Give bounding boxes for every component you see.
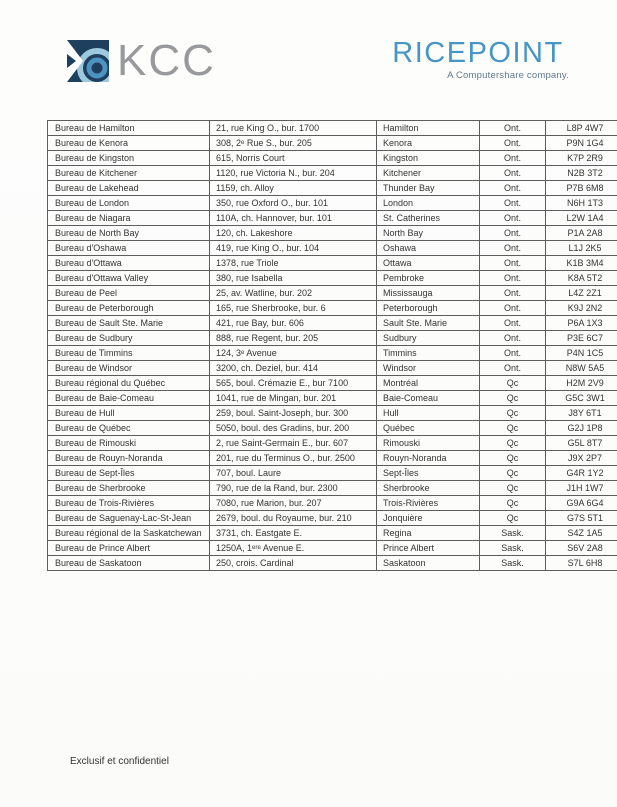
table-cell-province: Ont. <box>480 331 546 346</box>
table-cell-city: Sudbury <box>377 331 480 346</box>
table-cell-bureau: Bureau d'Ottawa Valley <box>48 271 210 286</box>
ricepoint-logo <box>383 38 573 81</box>
table-cell-province: Qc <box>480 466 546 481</box>
table-cell-postal_code: L1J 2K5 <box>546 241 617 256</box>
table-cell-city: Sherbrooke <box>377 481 480 496</box>
table-row <box>48 226 617 241</box>
table-cell-bureau: Bureau de Sherbrooke <box>48 481 210 496</box>
table-row <box>48 496 617 511</box>
table-cell-address: 419, rue King O., bur. 104 <box>210 241 377 256</box>
table-cell-address: 2, rue Saint-Germain E., bur. 607 <box>210 436 377 451</box>
table-cell-bureau: Bureau d'Oshawa <box>48 241 210 256</box>
ricepoint-tagline: A Computershare company. <box>447 70 569 81</box>
table-cell-postal_code: S7L 6H8 <box>546 556 617 571</box>
table-row <box>48 316 617 331</box>
table-cell-postal_code: P4N 1C5 <box>546 346 617 361</box>
table-cell-city: Rouyn-Noranda <box>377 451 480 466</box>
table-row <box>48 271 617 286</box>
table-cell-address: 1041, rue de Mingan, bur. 201 <box>210 391 377 406</box>
table-cell-postal_code: G5C 3W1 <box>546 391 617 406</box>
table-cell-province: Qc <box>480 451 546 466</box>
table-cell-bureau: Bureau de Lakehead <box>48 181 210 196</box>
table-cell-bureau: Bureau de Saskatoon <box>48 556 210 571</box>
table-cell-postal_code: L4Z 2Z1 <box>546 286 617 301</box>
table-cell-city: Hull <box>377 406 480 421</box>
table-cell-city: Timmins <box>377 346 480 361</box>
table-cell-address: 421, rue Bay, bur. 606 <box>210 316 377 331</box>
table-cell-address: 21, rue King O., bur. 1700 <box>210 121 377 136</box>
table-cell-city: Sept-Îles <box>377 466 480 481</box>
table-row <box>48 376 617 391</box>
table-cell-bureau: Bureau de Kitchener <box>48 166 210 181</box>
table-row <box>48 526 617 541</box>
table-cell-province: Ont. <box>480 241 546 256</box>
table-cell-province: Ont. <box>480 151 546 166</box>
table-row <box>48 136 617 151</box>
table-row <box>48 181 617 196</box>
table-cell-bureau: Bureau de North Bay <box>48 226 210 241</box>
table-cell-address: 120, ch. Lakeshore <box>210 226 377 241</box>
table-cell-bureau: Bureau de Hamilton <box>48 121 210 136</box>
table-cell-city: Baie-Comeau <box>377 391 480 406</box>
table-cell-bureau: Bureau de Niagara <box>48 211 210 226</box>
table-cell-postal_code: G2J 1P8 <box>546 421 617 436</box>
table-cell-province: Ont. <box>480 286 546 301</box>
table-cell-address: 565, boul. Crémazie E., bur 7100 <box>210 376 377 391</box>
table-row <box>48 466 617 481</box>
table-cell-address: 201, rue du Terminus O., bur. 2500 <box>210 451 377 466</box>
table-cell-address: 1378, rue Triole <box>210 256 377 271</box>
table-cell-city: Sault Ste. Marie <box>377 316 480 331</box>
table-row <box>48 196 617 211</box>
table-cell-province: Ont. <box>480 346 546 361</box>
table-cell-postal_code: L8P 4W7 <box>546 121 617 136</box>
table-row <box>48 556 617 571</box>
table-cell-city: Jonquière <box>377 511 480 526</box>
table-cell-postal_code: K1B 3M4 <box>546 256 617 271</box>
table-cell-address: 1159, ch. Alloy <box>210 181 377 196</box>
table-cell-city: Rimouski <box>377 436 480 451</box>
table-cell-address: 3731, ch. Eastgate E. <box>210 526 377 541</box>
table-cell-city: Peterborough <box>377 301 480 316</box>
table-row <box>48 211 617 226</box>
table-cell-city: Thunder Bay <box>377 181 480 196</box>
table-cell-bureau: Bureau de Peel <box>48 286 210 301</box>
table-cell-city: Kenora <box>377 136 480 151</box>
table-row <box>48 286 617 301</box>
table-cell-address: 790, rue de la Rand, bur. 2300 <box>210 481 377 496</box>
table-cell-address: 3200, ch. Deziel, bur. 414 <box>210 361 377 376</box>
confidentiality-note: Exclusif et confidentiel <box>70 756 169 767</box>
table-cell-province: Ont. <box>480 121 546 136</box>
table-cell-address: 25, av. Watline, bur. 202 <box>210 286 377 301</box>
table-cell-bureau: Bureau de Kingston <box>48 151 210 166</box>
table-cell-address: 615, Norris Court <box>210 151 377 166</box>
table-cell-address: 350, rue Oxford O., bur. 101 <box>210 196 377 211</box>
table-cell-postal_code: J8Y 6T1 <box>546 406 617 421</box>
table-cell-bureau: Bureau de Saguenay-Lac-St-Jean <box>48 511 210 526</box>
table-cell-city: London <box>377 196 480 211</box>
table-cell-address: 308, 2ᵉ Rue S., bur. 205 <box>210 136 377 151</box>
table-cell-bureau: Bureau de Kenora <box>48 136 210 151</box>
table-cell-city: Hamilton <box>377 121 480 136</box>
table-cell-bureau: Bureau de Québec <box>48 421 210 436</box>
table-cell-province: Sask. <box>480 541 546 556</box>
table-cell-province: Ont. <box>480 226 546 241</box>
ricepoint-logo-text: RICEPOINT <box>392 37 564 69</box>
table-cell-address: 259, boul. Saint-Joseph, bur. 300 <box>210 406 377 421</box>
table-cell-address: 1120, rue Victoria N., bur. 204 <box>210 166 377 181</box>
table-cell-city: North Bay <box>377 226 480 241</box>
table-cell-bureau: Bureau de Prince Albert <box>48 541 210 556</box>
table-cell-city: St. Catherines <box>377 211 480 226</box>
table-cell-province: Qc <box>480 376 546 391</box>
table-cell-province: Qc <box>480 406 546 421</box>
table-cell-province: Ont. <box>480 181 546 196</box>
table-cell-city: Kitchener <box>377 166 480 181</box>
table-cell-bureau: Bureau de Hull <box>48 406 210 421</box>
table-cell-city: Regina <box>377 526 480 541</box>
table-cell-bureau: Bureau régional de la Saskatchewan <box>48 526 210 541</box>
table-cell-province: Ont. <box>480 316 546 331</box>
table-cell-address: 1250A, 1ᵉʳᵉ Avenue E. <box>210 541 377 556</box>
table-cell-city: Trois-Rivières <box>377 496 480 511</box>
table-cell-postal_code: K8A 5T2 <box>546 271 617 286</box>
table-cell-postal_code: N8W 5A5 <box>546 361 617 376</box>
table-cell-postal_code: P7B 6M8 <box>546 181 617 196</box>
table-cell-bureau: Bureau de Rimouski <box>48 436 210 451</box>
table-cell-postal_code: P9N 1G4 <box>546 136 617 151</box>
table-cell-city: Windsor <box>377 361 480 376</box>
table-cell-postal_code: P6A 1X3 <box>546 316 617 331</box>
table-cell-postal_code: N2B 3T2 <box>546 166 617 181</box>
table-row <box>48 511 617 526</box>
table-cell-postal_code: L2W 1A4 <box>546 211 617 226</box>
table-cell-address: 7080, rue Marion, bur. 207 <box>210 496 377 511</box>
table-cell-address: 110A, ch. Hannover, bur. 101 <box>210 211 377 226</box>
table-cell-bureau: Bureau de Sept-Îles <box>48 466 210 481</box>
table-cell-postal_code: J9X 2P7 <box>546 451 617 466</box>
table-cell-bureau: Bureau de London <box>48 196 210 211</box>
table-cell-address: 250, crois. Cardinal <box>210 556 377 571</box>
table-row <box>48 346 617 361</box>
table-cell-province: Qc <box>480 481 546 496</box>
kcc-logo <box>67 36 216 85</box>
table-cell-address: 124, 3ᵉ Avenue <box>210 346 377 361</box>
table-cell-postal_code: J1H 1W7 <box>546 481 617 496</box>
table-cell-bureau: Bureau régional du Québec <box>48 376 210 391</box>
table-row <box>48 331 617 346</box>
table-row <box>48 541 617 556</box>
table-cell-bureau: Bureau de Baie-Comeau <box>48 391 210 406</box>
table-cell-province: Qc <box>480 511 546 526</box>
table-cell-postal_code: S4Z 1A5 <box>546 526 617 541</box>
table-cell-address: 707, boul. Laure <box>210 466 377 481</box>
table-cell-province: Ont. <box>480 361 546 376</box>
table-cell-city: Oshawa <box>377 241 480 256</box>
table-row <box>48 391 617 406</box>
table-cell-city: Mississauga <box>377 286 480 301</box>
table-cell-province: Ont. <box>480 301 546 316</box>
table-cell-city: Kingston <box>377 151 480 166</box>
table-cell-address: 380, rue Isabella <box>210 271 377 286</box>
table-cell-province: Sask. <box>480 526 546 541</box>
table-cell-bureau: Bureau de Peterborough <box>48 301 210 316</box>
table-cell-bureau: Bureau de Sault Ste. Marie <box>48 316 210 331</box>
table-cell-province: Sask. <box>480 556 546 571</box>
table-row <box>48 241 617 256</box>
table-cell-province: Qc <box>480 421 546 436</box>
table-cell-bureau: Bureau de Trois-Rivières <box>48 496 210 511</box>
table-cell-bureau: Bureau de Windsor <box>48 361 210 376</box>
table-cell-province: Ont. <box>480 166 546 181</box>
table-cell-bureau: Bureau de Sudbury <box>48 331 210 346</box>
table-cell-city: Pembroke <box>377 271 480 286</box>
table-row <box>48 151 617 166</box>
table-row <box>48 166 617 181</box>
table-cell-bureau: Bureau d'Ottawa <box>48 256 210 271</box>
table-cell-province: Ont. <box>480 211 546 226</box>
table-cell-city: Ottawa <box>377 256 480 271</box>
table-cell-province: Ont. <box>480 136 546 151</box>
table-cell-postal_code: K7P 2R9 <box>546 151 617 166</box>
table-row <box>48 406 617 421</box>
table-cell-province: Ont. <box>480 256 546 271</box>
table-cell-postal_code: P3E 6C7 <box>546 331 617 346</box>
table-row <box>48 451 617 466</box>
table-cell-province: Qc <box>480 496 546 511</box>
table-cell-bureau: Bureau de Rouyn-Noranda <box>48 451 210 466</box>
offices-table <box>47 120 617 571</box>
table-row <box>48 301 617 316</box>
table-cell-postal_code: P1A 2A8 <box>546 226 617 241</box>
table-cell-province: Ont. <box>480 196 546 211</box>
table-cell-postal_code: G7S 5T1 <box>546 511 617 526</box>
office-table-body <box>48 121 617 571</box>
table-cell-postal_code: H2M 2V9 <box>546 376 617 391</box>
table-cell-postal_code: G4R 1Y2 <box>546 466 617 481</box>
table-cell-bureau: Bureau de Timmins <box>48 346 210 361</box>
table-row <box>48 256 617 271</box>
table-cell-postal_code: G9A 6G4 <box>546 496 617 511</box>
table-cell-address: 2679, boul. du Royaume, bur. 210 <box>210 511 377 526</box>
kcc-logo-icon <box>67 40 109 82</box>
kcc-logo-text: KCC <box>117 36 216 85</box>
table-cell-city: Montréal <box>377 376 480 391</box>
table-cell-province: Qc <box>480 391 546 406</box>
table-cell-address: 165, rue Sherbrooke, bur. 6 <box>210 301 377 316</box>
table-row <box>48 421 617 436</box>
table-cell-address: 5050, boul. des Gradins, bur. 200 <box>210 421 377 436</box>
table-cell-city: Québec <box>377 421 480 436</box>
table-row <box>48 481 617 496</box>
table-cell-postal_code: K9J 2N2 <box>546 301 617 316</box>
table-cell-address: 888, rue Regent, bur. 205 <box>210 331 377 346</box>
table-row <box>48 361 617 376</box>
table-row <box>48 436 617 451</box>
table-row <box>48 121 617 136</box>
table-cell-postal_code: G5L 8T7 <box>546 436 617 451</box>
table-cell-province: Ont. <box>480 271 546 286</box>
table-cell-postal_code: N6H 1T3 <box>546 196 617 211</box>
table-cell-postal_code: S6V 2A8 <box>546 541 617 556</box>
table-cell-city: Saskatoon <box>377 556 480 571</box>
table-cell-province: Qc <box>480 436 546 451</box>
table-cell-city: Prince Albert <box>377 541 480 556</box>
